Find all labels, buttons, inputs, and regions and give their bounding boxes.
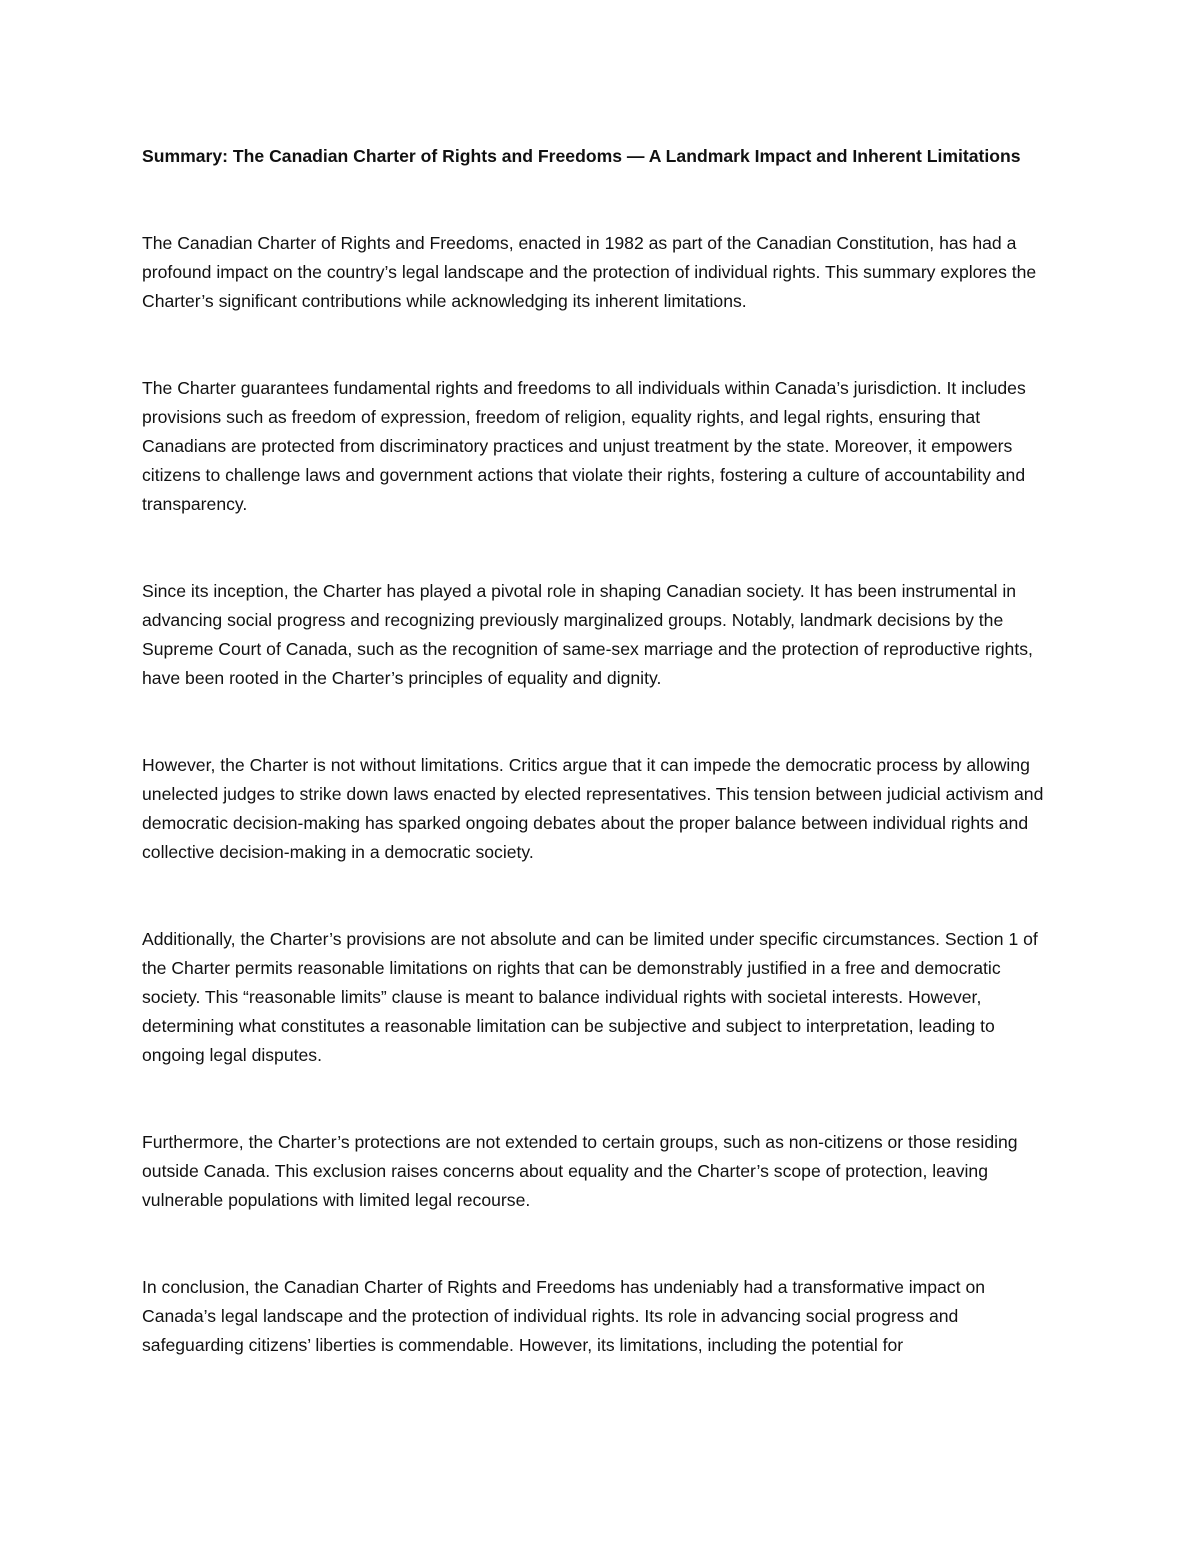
paragraph-reasonable-limits: Additionally, the Charter’s provisions are not absolute and can be limited under specific circumstances. Section 1 of the Charter permits reasonable limitations on rights that can be demonstrably justified in a free and democratic society. This “reasonable limits” clause is meant to balance individual rights with societal interests. However, determining what constitutes a reasonable limitation can be subjective and subject to interpretation, leading to ongoing legal disputes. bbox=[142, 929, 1038, 1065]
paragraph-introduction: The Canadian Charter of Rights and Freedoms, enacted in 1982 as part of the Canadian Constitution, has had a profound impact on the country’s legal landscape and the protection of individual rights. This summary explores the Charter’s significant contributions while acknowledging its inherent limitations. bbox=[142, 233, 1037, 311]
paragraph-limitations: However, the Charter is not without limitations. Critics argue that it can impede the democratic process by allowing unelected judges to strike down laws enacted by elected representatives. This tension between judicial activism and democratic decision-making has sparked ongoing debates about the proper balance between individual rights and collective decision-making in a democratic society. bbox=[142, 755, 1044, 862]
paragraph-guarantees: The Charter guarantees fundamental rights and freedoms to all individuals within Canada’s jurisdiction. It includes provisions such as freedom of expression, freedom of religion, equality rights, and legal rights, ensuring that Canadians are protected from discriminatory practices and unjust treatment by the state. Moreover, it empowers citizens to challenge laws and government actions that violate their rights, fostering a culture of accountability and transparency. bbox=[142, 378, 1026, 514]
document-title: Summary: The Canadian Charter of Rights and Freedoms — A Landmark Impact and Inherent Limitations bbox=[142, 146, 1021, 166]
paragraph-conclusion: In conclusion, the Canadian Charter of Rights and Freedoms has undeniably had a transformative impact on Canada’s legal landscape and the protection of individual rights. Its role in advancing social progress and safeguarding citizens’ liberties is commendable. However, its limitations, including the potential for bbox=[142, 1277, 986, 1355]
paragraph-societal-role: Since its inception, the Charter has played a pivotal role in shaping Canadian society. It has been instrumental in advancing social progress and recognizing previously marginalized groups. Notably, landmark decisions by the Supreme Court of Canada, such as the recognition of same-sex marriage and the protection of reproductive rights, have been rooted in the Charter’s principles of equality and dignity. bbox=[142, 581, 1033, 688]
paragraph-exclusions: Furthermore, the Charter’s protections are not extended to certain groups, such as non-citizens or those residing outside Canada. This exclusion raises concerns about equality and the Charter’s scope of protection, leaving vulnerable populations with limited legal recourse. bbox=[142, 1132, 1018, 1210]
